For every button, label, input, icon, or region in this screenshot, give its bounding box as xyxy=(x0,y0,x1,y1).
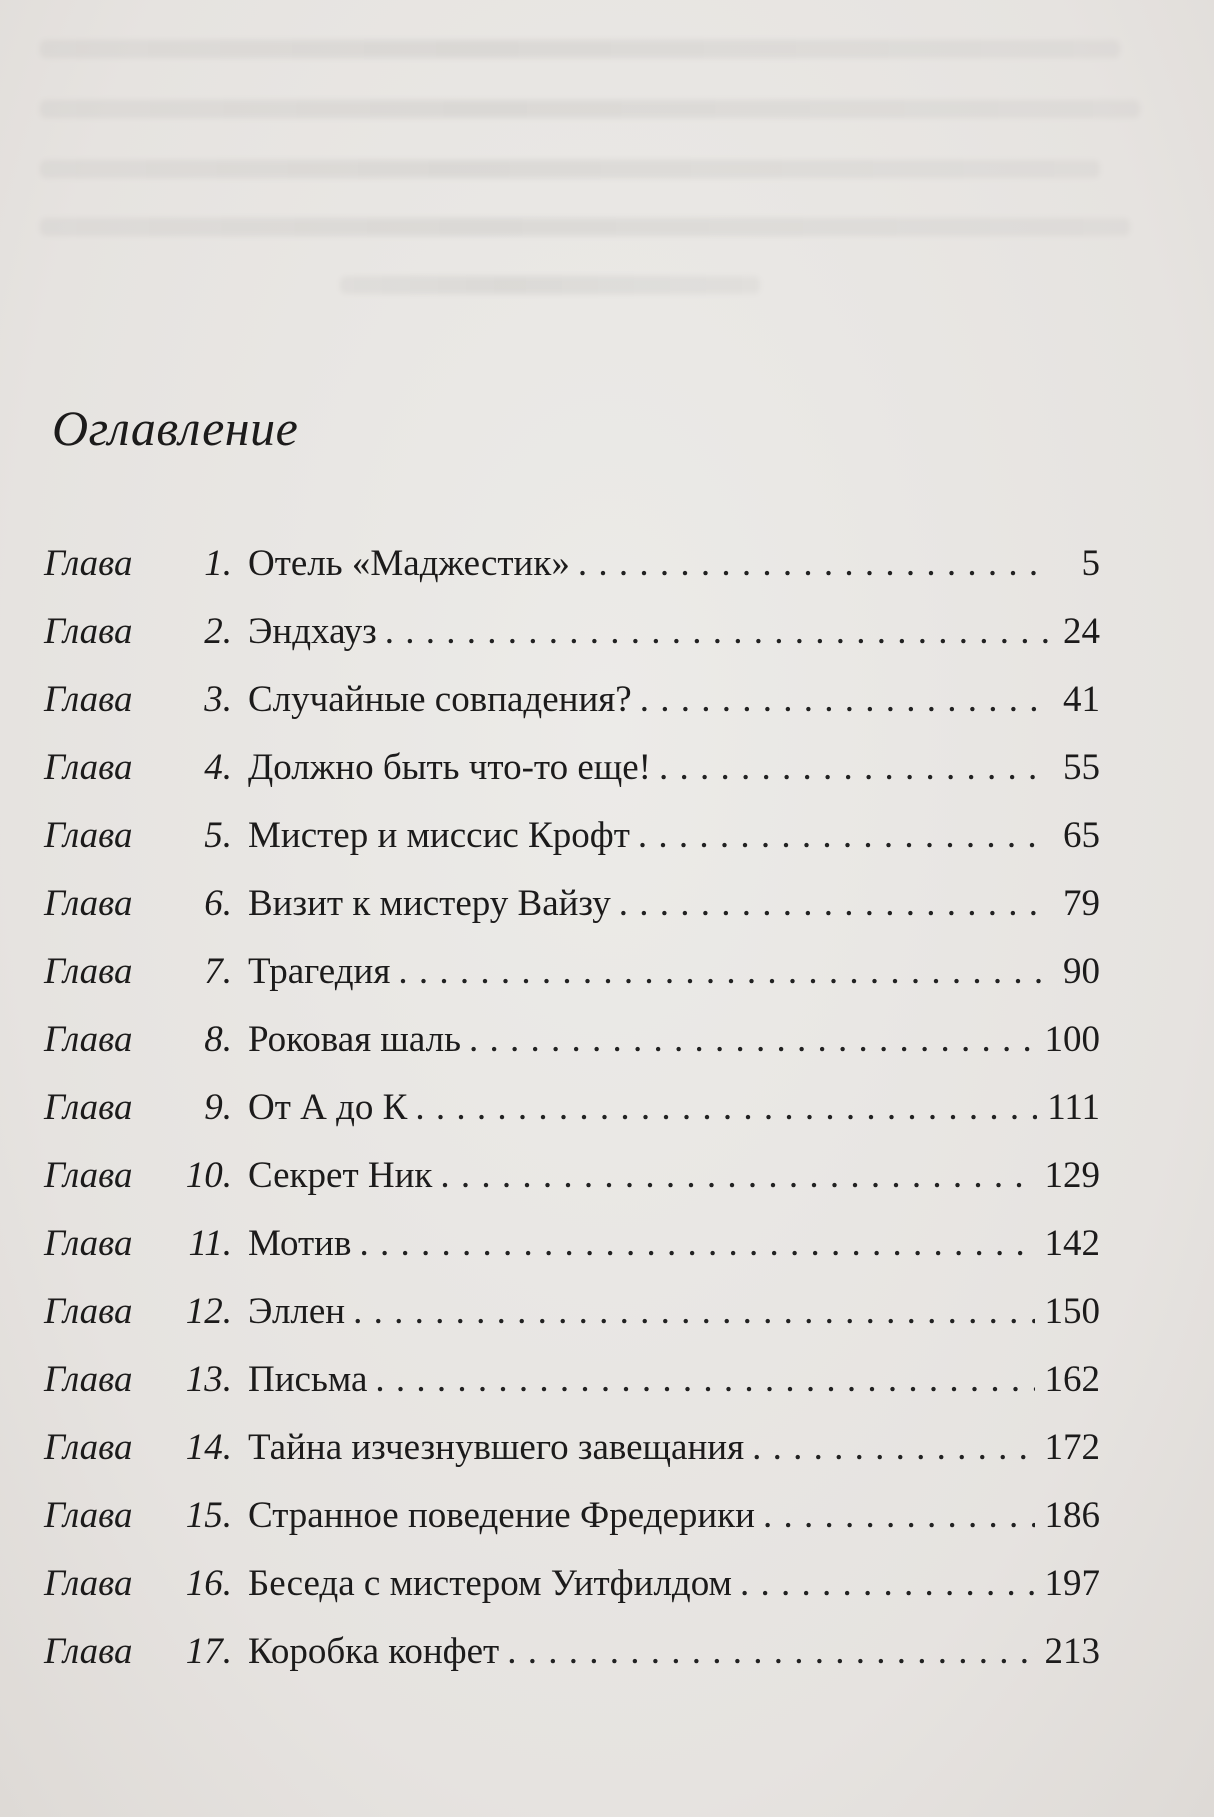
leader-dots xyxy=(659,738,1050,798)
toc-row[interactable] xyxy=(44,874,1100,942)
chapter-title: Роковая шаль xyxy=(248,1019,462,1060)
toc-row[interactable] xyxy=(44,1214,1100,1282)
chapter-title: Странное поведение Фредерики xyxy=(248,1495,755,1536)
leader-dots xyxy=(415,1078,1037,1138)
chapter-word: Глава xyxy=(44,1223,133,1264)
chapter-page-number: 197 xyxy=(1044,1563,1100,1604)
chapter-page-number: 186 xyxy=(1044,1495,1100,1536)
leader-dots xyxy=(578,534,1050,594)
chapter-title: Секрет Ник xyxy=(248,1155,433,1196)
chapter-number: 12. xyxy=(185,1291,232,1332)
toc-row[interactable] xyxy=(44,1418,1100,1486)
chapter-word: Глава xyxy=(44,679,133,720)
chapter-page-number: 55 xyxy=(1063,747,1100,788)
chapter-word: Глава xyxy=(44,815,133,856)
toc-row[interactable] xyxy=(44,1350,1100,1418)
toc-row[interactable] xyxy=(44,1282,1100,1350)
chapter-page-number: 24 xyxy=(1063,611,1100,652)
table-of-contents xyxy=(44,534,1100,1690)
chapter-number: 7. xyxy=(204,951,232,992)
chapter-page-number: 150 xyxy=(1044,1291,1100,1332)
chapter-word: Глава xyxy=(44,543,133,584)
toc-row[interactable] xyxy=(44,1622,1100,1690)
chapter-number: 4. xyxy=(204,747,232,788)
chapter-word: Глава xyxy=(44,1427,133,1468)
leader-dots xyxy=(640,670,1050,730)
chapter-number: 6. xyxy=(204,883,232,924)
toc-row[interactable] xyxy=(44,1010,1100,1078)
chapter-page-number: 90 xyxy=(1063,951,1100,992)
chapter-word: Глава xyxy=(44,1563,133,1604)
chapter-word: Глава xyxy=(44,1155,133,1196)
chapter-number: 15. xyxy=(185,1495,232,1536)
chapter-word: Глава xyxy=(44,951,133,992)
chapter-page-number: 142 xyxy=(1044,1223,1100,1264)
chapter-page-number: 5 xyxy=(1081,543,1100,584)
leader-dots xyxy=(740,1554,1035,1614)
chapter-number: 17. xyxy=(185,1631,232,1672)
toc-row[interactable] xyxy=(44,1554,1100,1622)
chapter-page-number: 213 xyxy=(1044,1631,1100,1672)
leader-dots xyxy=(763,1486,1035,1546)
chapter-number: 8. xyxy=(204,1019,232,1060)
chapter-title: Случайные совпадения? xyxy=(248,679,632,720)
chapter-word: Глава xyxy=(44,883,133,924)
chapter-page-number: 162 xyxy=(1044,1359,1100,1400)
chapter-title: Письма xyxy=(248,1359,368,1400)
toc-row[interactable] xyxy=(44,942,1100,1010)
leader-dots xyxy=(440,1146,1034,1206)
chapter-number: 1. xyxy=(204,543,232,584)
chapter-number: 11. xyxy=(188,1223,232,1264)
chapter-page-number: 111 xyxy=(1047,1087,1100,1128)
chapter-number: 13. xyxy=(185,1359,232,1400)
chapter-number: 5. xyxy=(204,815,232,856)
chapter-title: Мистер и миссис Крофт xyxy=(248,815,630,856)
chapter-page-number: 172 xyxy=(1044,1427,1100,1468)
toc-row[interactable] xyxy=(44,602,1100,670)
toc-row[interactable] xyxy=(44,738,1100,806)
chapter-word: Глава xyxy=(44,611,133,652)
chapter-title: Отель «Маджестик» xyxy=(248,543,570,584)
chapter-title: Мотив xyxy=(248,1223,352,1264)
chapter-number: 3. xyxy=(204,679,232,720)
chapter-number: 2. xyxy=(204,611,232,652)
leader-dots xyxy=(353,1282,1034,1342)
chapter-page-number: 79 xyxy=(1063,883,1100,924)
toc-row[interactable] xyxy=(44,534,1100,602)
chapter-word: Глава xyxy=(44,1359,133,1400)
chapter-title: Должно быть что-то еще! xyxy=(248,747,652,788)
leader-dots xyxy=(469,1010,1034,1070)
leader-dots xyxy=(385,602,1050,662)
chapter-title: Визит к мистеру Вайзу xyxy=(248,883,611,924)
chapter-number: 16. xyxy=(185,1563,232,1604)
chapter-title: Тайна изчезнувшего завещания xyxy=(248,1427,745,1468)
chapter-page-number: 129 xyxy=(1044,1155,1100,1196)
toc-row[interactable] xyxy=(44,1078,1100,1146)
chapter-word: Глава xyxy=(44,747,133,788)
chapter-title: Беседа с мистером Уитфилдом xyxy=(248,1563,732,1604)
chapter-word: Глава xyxy=(44,1291,133,1332)
chapter-title: Коробка конфет xyxy=(248,1631,500,1672)
chapter-number: 10. xyxy=(185,1155,232,1196)
chapter-word: Глава xyxy=(44,1087,133,1128)
leader-dots xyxy=(752,1418,1034,1478)
chapter-title: Трагедия xyxy=(248,951,391,992)
toc-row[interactable] xyxy=(44,806,1100,874)
chapter-page-number: 100 xyxy=(1044,1019,1100,1060)
chapter-word: Глава xyxy=(44,1495,133,1536)
chapter-title: От А до К xyxy=(248,1087,408,1128)
chapter-page-number: 41 xyxy=(1063,679,1100,720)
leader-dots xyxy=(375,1350,1034,1410)
toc-row[interactable] xyxy=(44,1146,1100,1214)
chapter-number: 14. xyxy=(185,1427,232,1468)
leader-dots xyxy=(638,806,1050,866)
chapter-word: Глава xyxy=(44,1631,133,1672)
page-title: Оглавление xyxy=(52,400,299,456)
chapter-title: Эндхауз xyxy=(248,611,377,652)
chapter-page-number: 65 xyxy=(1063,815,1100,856)
leader-dots xyxy=(398,942,1050,1002)
toc-row[interactable] xyxy=(44,670,1100,738)
chapter-title: Эллен xyxy=(248,1291,346,1332)
leader-dots xyxy=(619,874,1050,934)
chapter-word: Глава xyxy=(44,1019,133,1060)
chapter-number: 9. xyxy=(204,1087,232,1128)
leader-dots xyxy=(359,1214,1034,1274)
toc-row[interactable] xyxy=(44,1486,1100,1554)
bleed-through-text xyxy=(40,40,1170,340)
leader-dots xyxy=(507,1622,1034,1682)
